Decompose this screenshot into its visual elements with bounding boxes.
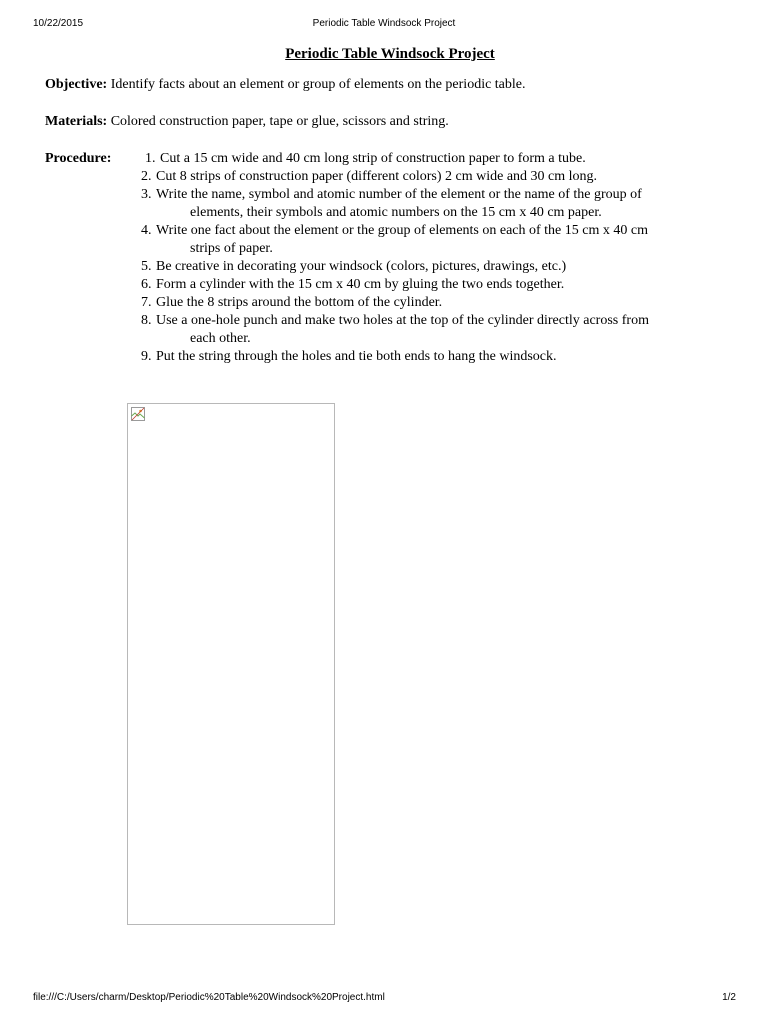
step-text: Put the string through the holes and tie both ends to hang the windsock. xyxy=(156,349,557,364)
broken-image-icon xyxy=(131,407,145,421)
step-number: 8. xyxy=(141,313,152,328)
step-number: 9. xyxy=(141,349,152,364)
procedure-label: Procedure: xyxy=(45,151,112,166)
step-text: Use a one-hole punch and make two holes at the top of the cylinder directly across from xyxy=(156,313,649,328)
objective-text: Identify facts about an element or group of elements on the periodic table. xyxy=(110,77,526,92)
step-text: Cut 8 strips of construction paper (different colors) 2 cm wide and 30 cm long. xyxy=(156,169,598,184)
document-body xyxy=(45,44,735,366)
step-text: Be creative in decorating your windsock (colors, pictures, drawings, etc.) xyxy=(156,259,567,274)
step-number: 2. xyxy=(141,169,152,184)
step-text-continued: elements, their symbols and atomic numbers on the 15 cm x 40 cm paper. xyxy=(190,205,602,220)
print-footer-page: 1/2 xyxy=(722,992,736,1003)
step-number: 4. xyxy=(141,223,152,238)
print-header-date: 10/22/2015 xyxy=(33,18,84,29)
step-text: Write one fact about the element or the group of elements on each of the 15 cm x 40 cm xyxy=(156,223,648,238)
procedure-step xyxy=(141,276,735,294)
windsock-image-placeholder xyxy=(127,403,335,925)
step-text-continued: strips of paper. xyxy=(190,241,273,256)
objective-label: Objective: xyxy=(45,77,108,92)
step-text: Glue the 8 strips around the bottom of the cylinder. xyxy=(156,295,443,310)
materials-text: Colored construction paper, tape or glue, scissors and string. xyxy=(110,114,449,129)
procedure-step xyxy=(145,150,735,168)
step-number: 3. xyxy=(141,187,152,202)
document-title: Periodic Table Windsock Project xyxy=(285,46,495,62)
procedure-section xyxy=(45,150,735,366)
print-header-title: Periodic Table Windsock Project xyxy=(312,18,456,29)
step-text-continued: each other. xyxy=(190,331,251,346)
step-text: Cut a 15 cm wide and 40 cm long strip of construction paper to form a tube. xyxy=(160,151,586,166)
materials-paragraph xyxy=(45,113,735,131)
procedure-step xyxy=(141,258,735,276)
step-text: Form a cylinder with the 15 cm x 40 cm by gluing the two ends together. xyxy=(156,277,565,292)
procedure-step xyxy=(141,348,735,366)
step-number: 6. xyxy=(141,277,152,292)
procedure-step xyxy=(141,294,735,312)
procedure-step xyxy=(141,186,735,222)
step-text: Write the name, symbol and atomic number of the element or the name of the group of xyxy=(156,187,642,202)
procedure-step xyxy=(141,168,735,186)
objective-paragraph xyxy=(45,76,735,94)
step-number: 1. xyxy=(145,151,156,166)
procedure-step xyxy=(141,222,735,258)
materials-label: Materials: xyxy=(45,114,108,129)
step-number: 5. xyxy=(141,259,152,274)
print-footer-path: file:///C:/Users/charm/Desktop/Periodic%20Table%20Windsock%20Project.html xyxy=(33,992,385,1003)
procedure-step xyxy=(141,312,735,348)
step-number: 7. xyxy=(141,295,152,310)
procedure-steps xyxy=(141,150,735,366)
